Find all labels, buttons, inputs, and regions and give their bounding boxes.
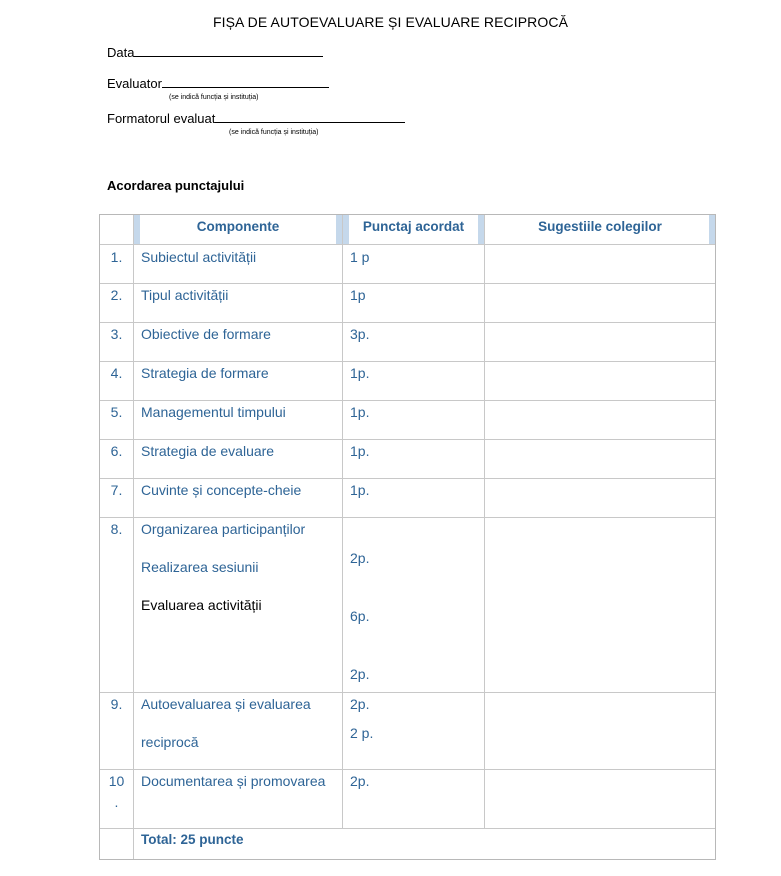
row-number: 6. xyxy=(110,443,123,459)
component-text: Managementul timpului xyxy=(141,404,286,420)
score-cell xyxy=(343,770,485,828)
table-row xyxy=(100,245,715,284)
row-number: 7. xyxy=(110,482,123,498)
total-row xyxy=(100,829,715,859)
suggestion-cell[interactable] xyxy=(485,440,715,478)
score-text: 1p. xyxy=(350,365,370,381)
score-text: 2p. xyxy=(350,666,370,682)
date-label: Data xyxy=(107,45,135,60)
component-text: Autoevaluarea și evaluarea xyxy=(141,696,311,712)
score-cell xyxy=(343,284,485,322)
component-text: Evaluarea activității xyxy=(141,597,262,613)
row-number-cell xyxy=(100,518,134,692)
date-line[interactable] xyxy=(134,45,323,57)
table-row xyxy=(100,693,715,770)
row-number-cell xyxy=(100,693,134,769)
score-cell xyxy=(343,401,485,439)
table-row xyxy=(100,518,715,693)
row-number: 10 xyxy=(108,773,125,789)
table-row xyxy=(100,284,715,323)
component-cell xyxy=(134,245,343,283)
score-cell xyxy=(343,693,485,769)
table-row xyxy=(100,770,715,829)
score-cell xyxy=(343,518,485,692)
score-text: 2p. xyxy=(350,550,370,566)
table-row xyxy=(100,323,715,362)
row-number-cell xyxy=(100,362,134,400)
component-text: Organizarea participanților xyxy=(141,521,306,537)
score-table xyxy=(99,214,716,860)
component-cell xyxy=(134,479,343,517)
score-cell xyxy=(343,440,485,478)
total-cell xyxy=(134,829,715,859)
evaluator-hint: (se indică funcția și instituția) xyxy=(169,94,259,101)
score-text: 2p. xyxy=(350,696,370,712)
component-cell xyxy=(134,693,343,769)
header-suggestions: Sugestiile colegilor xyxy=(538,219,662,234)
row-number: 1. xyxy=(110,249,123,265)
component-text: Subiectul activității xyxy=(141,249,257,265)
row-number: 3. xyxy=(110,326,123,342)
trainer-field xyxy=(107,111,405,126)
suggestion-cell[interactable] xyxy=(485,770,715,828)
trainer-label: Formatorul evaluat xyxy=(107,111,216,126)
component-cell xyxy=(134,401,343,439)
score-text: 2 p. xyxy=(350,725,374,741)
score-text: 1p. xyxy=(350,404,370,420)
table-row xyxy=(100,401,715,440)
document-title: FIȘA DE AUTOEVALUARE ȘI EVALUARE RECIPROCĂ xyxy=(212,14,569,30)
component-text: Cuvinte și concepte-cheie xyxy=(141,482,302,498)
row-number: 5. xyxy=(110,404,123,420)
suggestion-cell[interactable] xyxy=(485,245,715,283)
header-score: Punctaj acordat xyxy=(362,219,465,234)
table-row xyxy=(100,362,715,401)
header-components: Componente xyxy=(196,219,280,234)
score-cell xyxy=(343,362,485,400)
header-score-cell xyxy=(343,215,485,244)
score-text: 6p. xyxy=(350,608,370,624)
suggestion-cell[interactable] xyxy=(485,479,715,517)
row-number-cell xyxy=(100,401,134,439)
row-number-cell xyxy=(100,770,134,828)
table-row xyxy=(100,479,715,518)
trainer-hint: (se indică funcția și instituția) xyxy=(229,129,319,136)
score-text: 1 p xyxy=(350,249,370,265)
date-field xyxy=(107,45,323,60)
score-cell xyxy=(343,323,485,361)
suggestion-cell[interactable] xyxy=(485,284,715,322)
component-cell xyxy=(134,323,343,361)
component-cell xyxy=(134,770,343,828)
row-number-cell xyxy=(100,479,134,517)
total-text: Total: 25 puncte xyxy=(141,832,244,847)
row-number-cell xyxy=(100,245,134,283)
suggestion-cell[interactable] xyxy=(485,401,715,439)
row-number-cell xyxy=(100,284,134,322)
evaluator-label: Evaluator xyxy=(107,76,162,91)
section-title: Acordarea punctajului xyxy=(107,178,245,193)
component-cell xyxy=(134,284,343,322)
header-num-cell xyxy=(100,215,134,244)
trainer-line[interactable] xyxy=(215,111,405,123)
table-row xyxy=(100,440,715,479)
table-header xyxy=(100,215,715,245)
component-text: Strategia de formare xyxy=(141,365,269,381)
row-number: 4. xyxy=(110,365,123,381)
row-number: 2. xyxy=(110,287,123,303)
evaluator-line[interactable] xyxy=(162,76,329,88)
score-cell xyxy=(343,245,485,283)
row-number: 8. xyxy=(110,521,123,537)
suggestion-cell[interactable] xyxy=(485,693,715,769)
score-text: 3p. xyxy=(350,326,370,342)
score-cell xyxy=(343,479,485,517)
component-cell xyxy=(134,362,343,400)
row-number-cell xyxy=(100,323,134,361)
component-text: Documentarea și promovarea xyxy=(141,773,326,789)
component-text: Obiective de formare xyxy=(141,326,271,342)
component-cell xyxy=(134,440,343,478)
row-number-cell xyxy=(100,440,134,478)
score-text: 2p. xyxy=(350,773,370,789)
header-components-cell xyxy=(134,215,343,244)
component-cell xyxy=(134,518,343,692)
component-text: Strategia de evaluare xyxy=(141,443,275,459)
suggestion-cell[interactable] xyxy=(485,362,715,400)
suggestion-cell[interactable] xyxy=(485,518,715,692)
score-text: 1p. xyxy=(350,482,370,498)
score-text: 1p xyxy=(350,287,366,303)
header-suggestions-cell xyxy=(485,215,715,244)
row-number: 9. xyxy=(110,696,123,712)
component-text: Tipul activității xyxy=(141,287,229,303)
score-text: 1p. xyxy=(350,443,370,459)
row-number-dot: . xyxy=(114,794,119,810)
row-number-cell xyxy=(100,829,134,859)
evaluator-field xyxy=(107,76,329,91)
component-text: Realizarea sesiunii xyxy=(141,559,259,575)
suggestion-cell[interactable] xyxy=(485,323,715,361)
component-text: reciprocă xyxy=(141,734,199,750)
